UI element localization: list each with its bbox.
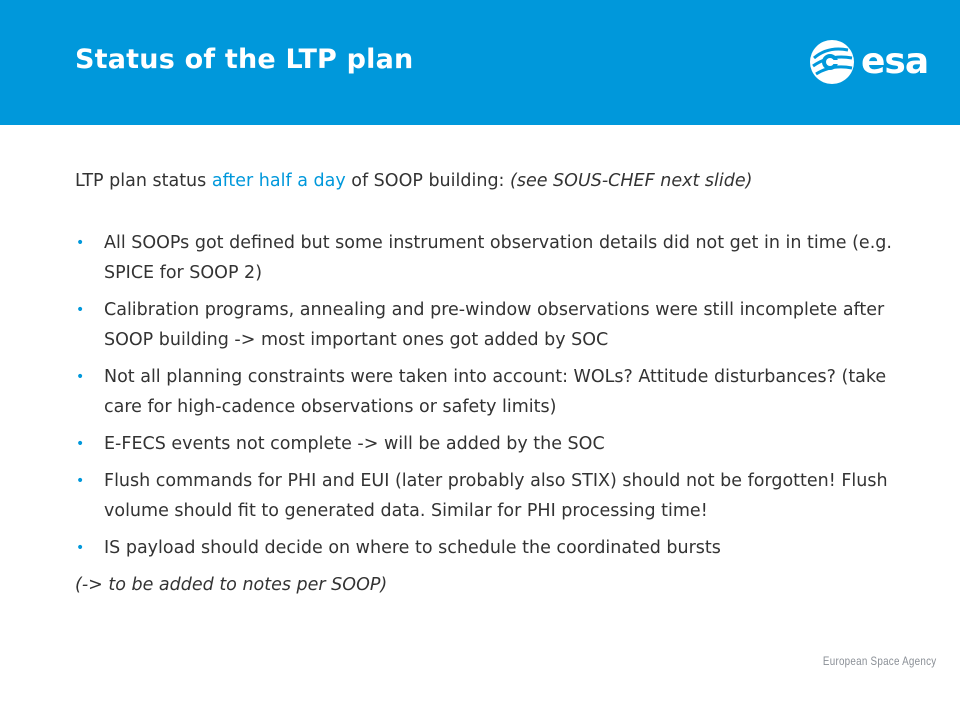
bullet-icon: •	[76, 235, 85, 251]
bullet-icon: •	[76, 369, 85, 385]
intro-text: LTP plan status	[75, 171, 212, 191]
bullet-icon: •	[76, 302, 85, 318]
slide-header	[0, 0, 960, 125]
bullet-item	[75, 295, 925, 355]
intro-line	[75, 166, 925, 196]
esa-logo-text: esa	[861, 41, 929, 82]
bullet-icon: •	[76, 473, 85, 489]
bullet-text: IS payload should decide on where to schedule the coordinated bursts	[104, 538, 721, 558]
esa-logo	[808, 36, 938, 88]
footer-agency-name: European Space Agency	[822, 654, 936, 668]
intro-highlight: after half a day	[211, 171, 346, 191]
bullet-item	[75, 362, 925, 422]
bullet-text: All SOOPs got defined but some instrument observation details did not get in in time (e.g. SPICE for SOOP 2)	[104, 233, 892, 283]
slide-title: Status of the LTP plan	[75, 44, 414, 75]
esa-swirl-icon	[808, 38, 858, 86]
bullet-text: E-FECS events not complete -> will be added by the SOC	[104, 434, 605, 454]
bullet-list	[75, 228, 925, 563]
bullet-item	[75, 533, 925, 563]
bullet-text: Calibration programs, annealing and pre-window observations were still incomplete after SOOP building -> most important ones got added by SOC	[104, 300, 885, 350]
bullet-item	[75, 228, 925, 288]
slide-body	[75, 166, 925, 618]
bullet-icon: •	[76, 436, 85, 452]
bullet-item	[75, 429, 925, 459]
bullet-text: Flush commands for PHI and EUI (later probably also STIX) should not be forgotten! Flush volume should fit to generated data. Similar for PHI processing time!	[104, 471, 888, 521]
bullet-item	[75, 466, 925, 526]
bullet-icon: •	[76, 540, 85, 556]
intro-italic-note: (see SOUS-CHEF next slide)	[510, 171, 753, 191]
closing-note: (-> to be added to notes per SOOP)	[75, 575, 388, 595]
bullet-text: Not all planning constraints were taken into account: WOLs? Attitude disturbances? (take care for high-cadence observations or safety limits)	[104, 367, 887, 417]
intro-text-middle: of SOOP building:	[345, 171, 511, 191]
